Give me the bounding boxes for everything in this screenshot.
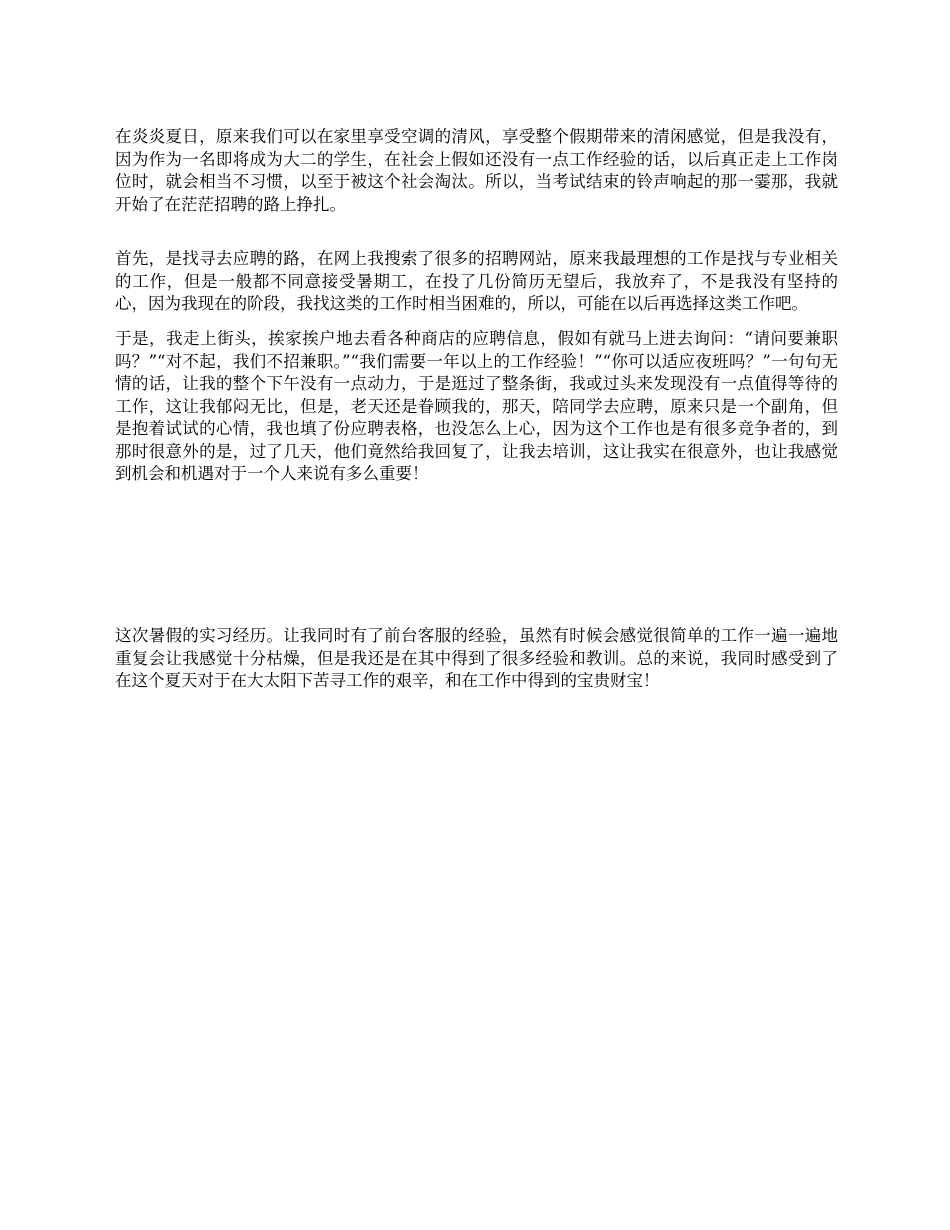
- paragraph-street-search: 于是，我走上街头，挨家挨户地去看各种商店的应聘信息，假如有就马上进去询问：“请问要兼职吗？”“对不起，我们不招兼职。”“我们需要一年以上的工作经验！”“你可以适应夜班吗？”一句句无情的话，让我的整个下午没有一点动力，于是逛过了整条街，我或过头来发现没有一点值得等待的工作，这让我郁闷无比，但是，老天还是眷顾我的，那天，陪同学去应聘，原来只是一个副角，但是抱着试试的心情，我也填了份应聘表格，也没怎么上心，因为这个工作也是有很多竞争者的，到那时很意外的是，过了几天，他们竟然给我回复了，让我去培训，这让我实在很意外，也让我感觉到机会和机遇对于一个人来说有多么重要！: [115, 329, 838, 483]
- paragraph-intro: 在炎炎夏日，原来我们可以在家里享受空调的清风，享受整个假期带来的清闲感觉，但是我没有，因为作为一名即将成为大二的学生，在社会上假如还没有一点工作经验的话，以后真正走上工作岗位时，就会相当不习惯，以至于被这个社会淘汰。所以，当考试结束的铃声响起的那一霎那，我就开始了在茫茫招聘的路上挣扎。: [115, 127, 838, 214]
- paragraph-conclusion: 这次暑假的实习经历。让我同时有了前台客服的经验，虽然有时候会感觉很简单的工作一遍一遍地重复会让我感觉十分枯燥，但是我还是在其中得到了很多经验和教训。总的来说，我同时感受到了在这个夏天对于在大太阳下苦寻工作的艰辛，和在工作中得到的宝贵财宝！: [115, 626, 838, 690]
- paragraph-job-search-online: 首先，是找寻去应聘的路，在网上我搜索了很多的招聘网站，原来我最理想的工作是找与专业相关的工作，但是一般都不同意接受暑期工，在投了几份简历无望后，我放弃了，不是我没有坚持的心，因为我现在的阶段，我找这类的工作时相当困难的，所以，可能在以后再选择这类工作吧。: [115, 249, 838, 313]
